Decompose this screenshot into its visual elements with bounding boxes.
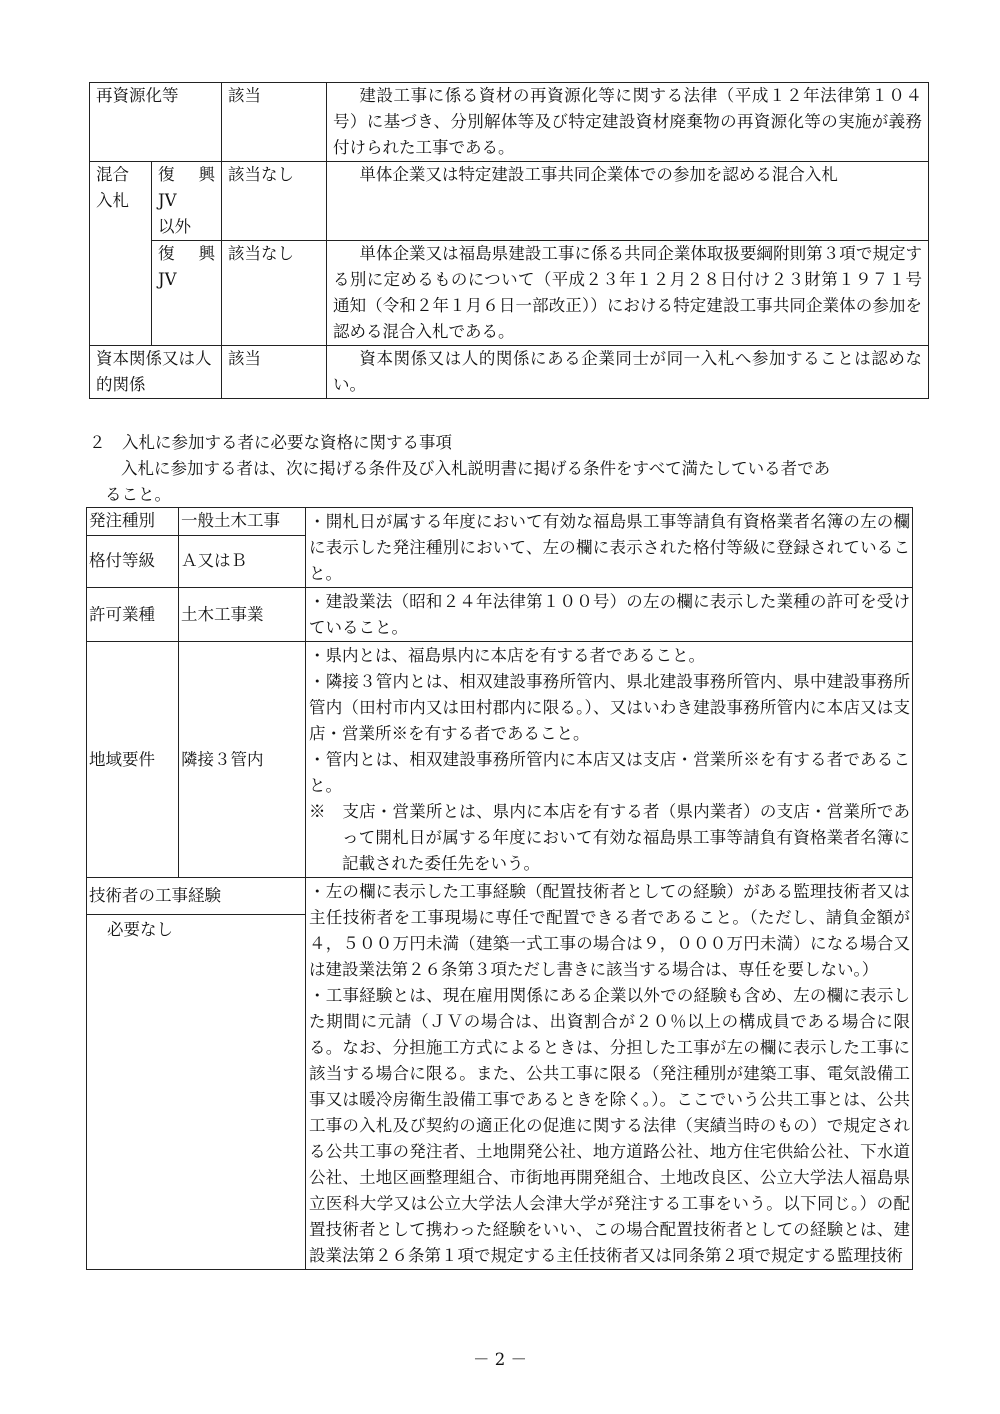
- table-row: [87, 588, 913, 642]
- page-number: － 2 －: [473, 1350, 527, 1369]
- section-heading: ２ 入札に参加する者に必要な資格に関する事項: [89, 433, 452, 452]
- row-description: 単体企業又は特定建設工事共同企業体での参加を認める混合入札: [327, 162, 929, 241]
- row-label: 再資源化等: [90, 83, 222, 162]
- table-row: [87, 642, 913, 878]
- mixed-bid-label: 混合 入札: [90, 162, 152, 346]
- order-type-label: 発注種別: [87, 508, 179, 536]
- row-status: 該当なし: [222, 241, 327, 346]
- table-row: [90, 83, 929, 162]
- section-intro-line1: 入札に参加する者は、次に掲げる条件及び入札説明書に掲げる条件をすべて満たしている者であ: [121, 459, 831, 478]
- non-reconstruction-jv-label: 復 興 JV 以外: [152, 162, 222, 241]
- row-status: 該当: [222, 346, 327, 399]
- permit-description: ・建設業法（昭和２４年法律第１００号）の左の欄に表示した業種の許可を受けていること。: [306, 588, 913, 642]
- grade-description: ・開札日が属する年度において有効な福島県工事等請負有資格業者名簿の左の欄に表示した発注種別において、左の欄に表示された格付等級に登録されていること。: [306, 508, 913, 588]
- order-type-value: 一般土木工事: [179, 508, 306, 536]
- grade-value: Ａ又はＢ: [179, 535, 306, 587]
- row-label: 資本関係又は人的関係: [90, 346, 222, 399]
- region-note: ※ 支店・営業所とは、県内に本店を有する者（県内業者）の支店・営業所であって開札日が属する年度において有効な福島県工事等請負有資格業者名簿に記載された委任先をいう。: [309, 802, 910, 873]
- permit-value: 土木工事業: [179, 588, 306, 642]
- table-row: [90, 162, 929, 241]
- qualification-table: [86, 507, 913, 1270]
- table-row: [87, 508, 913, 536]
- row-description: 建設工事に係る資材の再資源化等に関する法律（平成１２年法律第１０４号）に基づき、分別解体等及び特定建設資材廃棄物の再資源化等の実施が義務付けられた工事である。: [327, 83, 929, 162]
- grade-label: 格付等級: [87, 535, 179, 587]
- row-status: 該当なし: [222, 162, 327, 241]
- section-2: [89, 430, 929, 508]
- experience-value: 必要なし: [87, 915, 306, 1270]
- region-label: 地域要件: [87, 642, 179, 878]
- row-description: 単体企業又は福島県建設工事に係る共同企業体取扱要綱附則第３項で規定する別に定めるものについて（平成２３年１２月２８日付け２３財第１９７１号通知（令和２年１月６日一部改正））における特定建設工事共同企業体の参加を認める混合入札である。: [327, 241, 929, 346]
- experience-description: ・左の欄に表示した工事経験（配置技術者としての経験）がある監理技術者又は主任技術者を工事現場に専任で配置できる者であること。（ただし、請負金額が４，５００万円未満（建築一式工事の場合は９，０００万円未満）になる場合又は建設業法第２６条第３項ただし書きに該当する場合は、専任を要しない。） ・工事経験とは、現在雇用関係にある企業以外での経験も含め、左の欄に表示した期間に元請（ＪＶの場合は、出資割合が２０％以上の構成員である場合に限る。なお、分担施工方式によるときは、分担した工事が左の欄に表示した工事に該当する場合に限る。また、公共工事に限る（発注種別が建築工事、電気設備工事又は暖冷房衛生設備工事であるときを除く。）。ここでいう公共工事とは、公共工事の入札及び契約の適正化の促進に関する法律（実績当時のもの）で規定される公共工事の発注者、土地開発公社、地方道路公社、地方住宅供給公社、下水道公社、土地区画整理組合、市街地再開発組合、土地改良区、公立大学法人福島県立医科大学又は公立大学法人会津大学が発注する工事をいう。以下同じ。）の配置技術者として携わった経験をいい、この場合配置技術者としての経験とは、建設業法第２６条第１項で規定する主任技術者又は同条第２項で規定する監理技術: [306, 878, 913, 1270]
- table-row: [87, 878, 913, 915]
- row-description: 資本関係又は人的関係にある企業同士が同一入札へ参加することは認めない。: [327, 346, 929, 399]
- reconstruction-jv-label: 復 興 JV: [152, 241, 222, 346]
- table-row: [90, 241, 929, 346]
- table-row: [90, 346, 929, 399]
- section-intro-line2: ること。: [105, 485, 171, 504]
- experience-label: 技術者の工事経験: [87, 878, 306, 915]
- region-description: ・県内とは、福島県内に本店を有する者であること。 ・隣接３管内とは、相双建設事務所管内、県北建設事務所管内、県中建設事務所管内（田村市内又は田村郡内に限る。）、又はいわき建設事務所管内に本店又は支店・営業所※を有する者であること。 ・管内とは、相双建設事務所管内に本店又は支店・営業所※を有する者であること。 ※ 支店・営業所とは、県内に本店を有する者（県内業者）の支店・営業所であって開札日が属する年度において有効な福島県工事等請負有資格業者名簿に記載された委任先をいう。: [306, 642, 913, 878]
- region-value: 隣接３管内: [179, 642, 306, 878]
- permit-label: 許可業種: [87, 588, 179, 642]
- row-status: 該当: [222, 83, 327, 162]
- bidding-conditions-table: [89, 82, 929, 399]
